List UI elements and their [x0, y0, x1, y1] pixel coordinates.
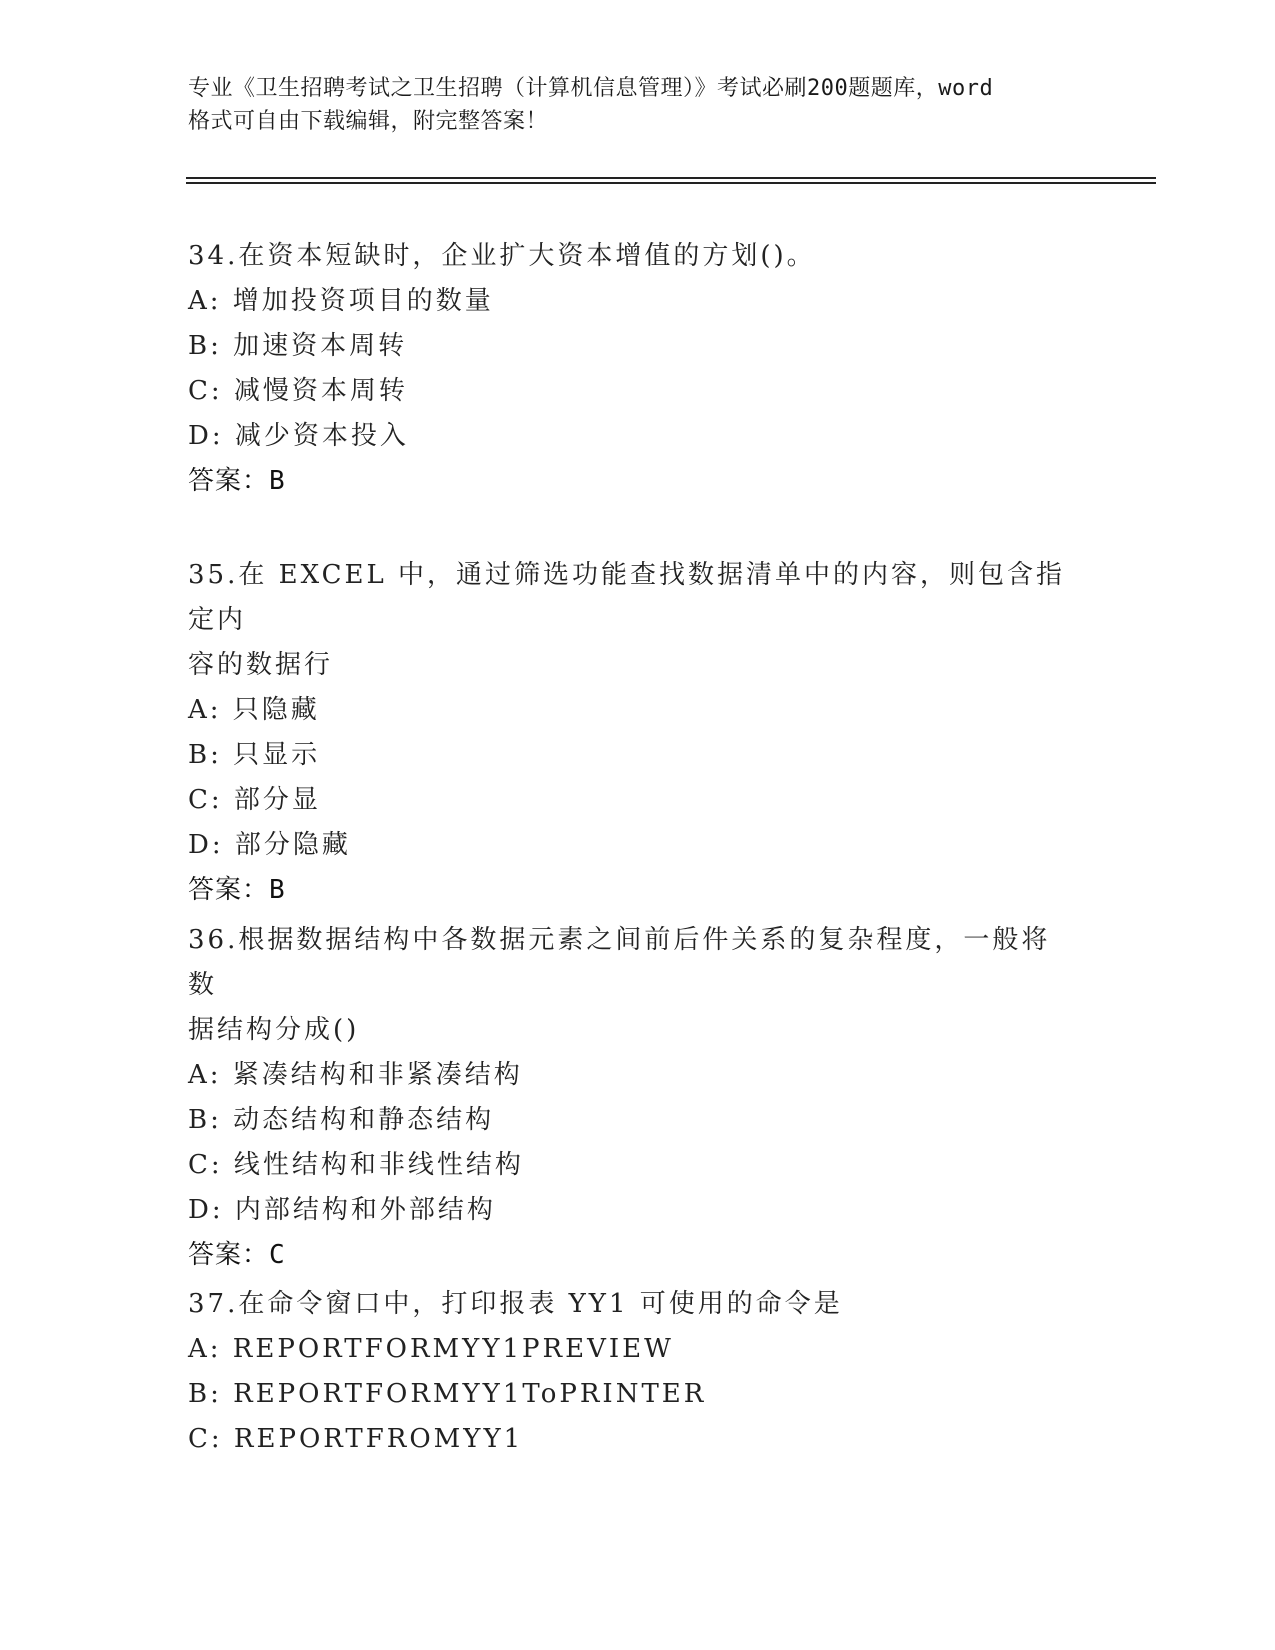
- header-rule-top: [186, 177, 1156, 179]
- option-a: A: 增加投资项目的数量: [188, 286, 494, 316]
- question-stem-line-1: 35.在 EXCEL 中，通过筛选功能查找数据清单中的内容，则包含指定内: [188, 560, 1066, 635]
- answer-line: 答案：B: [188, 466, 286, 496]
- question-stem-line-1: 36.根据数据结构中各数据元素之间前后件关系的复杂程度，一般将数: [188, 925, 1051, 1000]
- option-c: C: 线性结构和非线性结构: [188, 1150, 524, 1180]
- question-36: [188, 918, 1068, 1278]
- question-35: [188, 553, 1068, 913]
- option-c: C: REPORTFROMYY1: [188, 1424, 524, 1454]
- option-b: B: 动态结构和静态结构: [188, 1105, 495, 1135]
- option-b: B: REPORTFORMYY1ToPRINTER: [188, 1379, 707, 1409]
- header-line-1: 专业《卫生招聘考试之卫生招聘（计算机信息管理）》考试必刷200题题库，word: [188, 76, 994, 101]
- header-line-2: 格式可自由下载编辑，附完整答案！: [188, 109, 549, 134]
- answer-line: 答案：B: [188, 875, 286, 905]
- option-b: B: 只显示: [188, 740, 321, 770]
- question-stem: 37.在命令窗口中，打印报表 YY1 可使用的命令是: [188, 1289, 843, 1319]
- question-stem-line-2: 据结构分成(): [188, 1015, 360, 1045]
- question-stem-line-2: 容的数据行: [188, 650, 334, 680]
- option-b: B: 加速资本周转: [188, 331, 408, 361]
- option-c: C: 部分显: [188, 785, 321, 815]
- answer-line: 答案：C: [188, 1240, 286, 1270]
- question-stem: 34.在资本短缺时，企业扩大资本增值的方划()。: [188, 241, 816, 271]
- option-d: D: 部分隐藏: [188, 830, 351, 860]
- question-37: [188, 1282, 1068, 1462]
- option-a: A: 只隐藏: [188, 695, 320, 725]
- option-a: A: 紧凑结构和非紧凑结构: [188, 1060, 523, 1090]
- option-d: D: 内部结构和外部结构: [188, 1195, 496, 1225]
- question-34: [188, 234, 1068, 504]
- header-rule-bottom: [186, 182, 1156, 184]
- option-c: C: 减慢资本周转: [188, 376, 408, 406]
- option-d: D: 减少资本投入: [188, 421, 409, 451]
- option-a: A: REPORTFORMYY1PREVIEW: [188, 1334, 674, 1364]
- document-header: [188, 72, 1088, 138]
